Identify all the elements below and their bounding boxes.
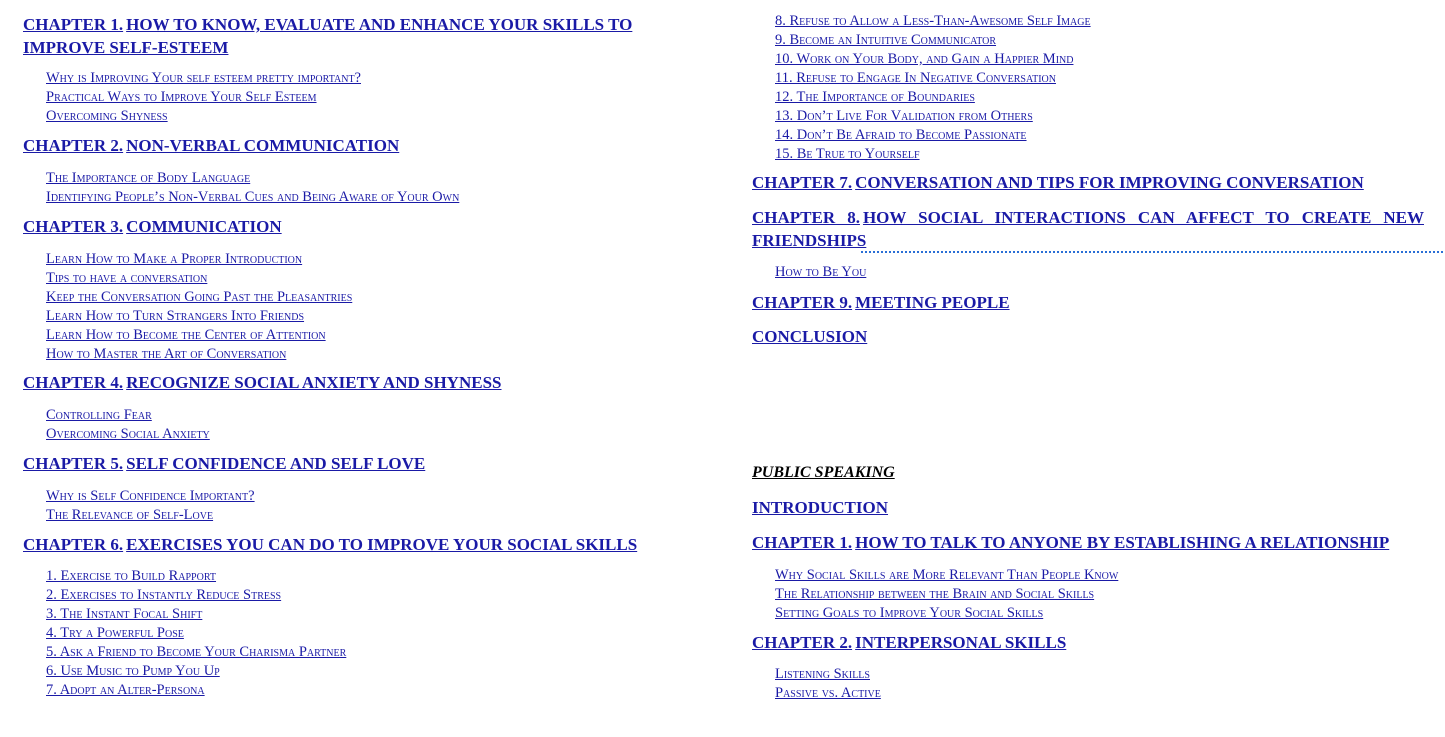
toc-entry[interactable]: Practical Ways to Improve Your Self Esteem xyxy=(46,89,317,105)
toc-entry[interactable]: How to Master the Art of Conversation xyxy=(46,346,287,362)
section-heading-public-speaking xyxy=(752,462,895,484)
toc-entry[interactable]: 10. Work on Your Body, and Gain a Happier Mind xyxy=(775,51,1074,67)
toc-entry[interactable]: Why is Improving Your self esteem pretty important? xyxy=(46,70,361,86)
chapter-7-link[interactable]: CHAPTER 7. CONVERSATION AND TIPS FOR IMPROVING CONVERSATION xyxy=(752,173,1364,192)
toc-entry[interactable]: Passive vs. Active xyxy=(775,685,881,701)
toc-entry[interactable]: Controlling Fear xyxy=(46,407,152,423)
toc-entry[interactable]: 11. Refuse to Engage In Negative Conversation xyxy=(775,70,1056,86)
toc-chapter-5 xyxy=(23,452,425,475)
chapter-2-link[interactable]: CHAPTER 2. NON-VERBAL COMMUNICATION xyxy=(23,136,400,155)
chapter-8-leader-dots xyxy=(861,243,1443,261)
ps-chapter-2-link[interactable]: CHAPTER 2. INTERPERSONAL SKILLS xyxy=(752,633,1067,652)
toc-entry[interactable]: Keep the Conversation Going Past the Pleasantries xyxy=(46,289,353,305)
toc-entry[interactable]: The Relevance of Self-Love xyxy=(46,507,214,523)
toc-ps-chapter-1 xyxy=(752,531,1389,554)
toc-conclusion xyxy=(752,325,867,348)
section-title: PUBLIC SPEAKING xyxy=(752,464,895,481)
toc-entry[interactable]: 1. Exercise to Build Rapport xyxy=(46,568,217,584)
toc-chapter-3 xyxy=(23,215,282,238)
toc-entry[interactable]: 13. Don’t Live For Validation from Others xyxy=(775,108,1033,124)
toc-entry[interactable]: 15. Be True to Yourself xyxy=(775,146,920,162)
toc-entry[interactable]: 14. Don’t Be Afraid to Become Passionate xyxy=(775,127,1027,143)
toc-entry[interactable]: Learn How to Turn Strangers Into Friends xyxy=(46,308,305,324)
toc-entry[interactable]: Listening Skills xyxy=(775,666,870,682)
toc-entry[interactable]: 2. Exercises to Instantly Reduce Stress xyxy=(46,587,282,603)
toc-chapter-6 xyxy=(23,533,637,556)
chapter-8-link[interactable]: CHAPTER 8. HOW SOCIAL INTERACTIONS CAN AFFECT TO CREATE NEW FRIENDSHIPS xyxy=(752,208,1424,250)
toc-entry[interactable]: Learn How to Make a Proper Introduction xyxy=(46,251,303,267)
toc-entry[interactable]: 5. Ask a Friend to Become Your Charisma Partner xyxy=(46,644,347,660)
toc-entry[interactable]: Why is Self Confidence Important? xyxy=(46,488,255,504)
introduction-link[interactable]: INTRODUCTION xyxy=(752,498,889,517)
toc-chapter-9 xyxy=(752,291,1010,314)
chapter-2-sublist xyxy=(23,169,459,207)
toc-entry[interactable]: Why Social Skills are More Relevant Than People Know xyxy=(775,567,1119,583)
toc-entry[interactable]: 3. The Instant Focal Shift xyxy=(46,606,203,622)
toc-entry[interactable]: Overcoming Shyness xyxy=(46,108,168,124)
toc-entry[interactable]: 4. Try a Powerful Pose xyxy=(46,625,184,641)
conclusion-link[interactable]: CONCLUSION xyxy=(752,327,868,346)
toc-chapter-7 xyxy=(752,171,1364,194)
ps-chapter-1-sublist xyxy=(752,566,1118,623)
toc-chapter-1 xyxy=(23,13,713,59)
chapter-1-sublist xyxy=(23,69,361,126)
toc-entry[interactable]: The Importance of Body Language xyxy=(46,170,251,186)
chapter-5-link[interactable]: CHAPTER 5. SELF CONFIDENCE AND SELF LOVE xyxy=(23,454,426,473)
toc-ps-chapter-2 xyxy=(752,631,1066,654)
toc-entry[interactable]: The Relationship between the Brain and Social Skills xyxy=(775,586,1095,602)
toc-chapter-4 xyxy=(23,371,502,394)
toc-entry[interactable]: Tips to have a conversation xyxy=(46,270,208,286)
toc-entry[interactable]: Identifying People’s Non-Verbal Cues and Being Aware of Your Own xyxy=(46,189,460,205)
toc-chapter-2 xyxy=(23,134,399,157)
toc-entry[interactable]: 7. Adopt an Alter-Persona xyxy=(46,682,205,698)
chapter-3-sublist xyxy=(23,250,352,364)
chapter-1-link[interactable]: CHAPTER 1. HOW TO KNOW, EVALUATE AND ENHANCE YOUR SKILLS TO IMPROVE SELF-ESTEEM xyxy=(23,15,633,57)
chapter-5-sublist xyxy=(23,487,255,525)
toc-entry[interactable]: 8. Refuse to Allow a Less-Than-Awesome Self Image xyxy=(775,13,1091,29)
toc-entry[interactable]: 6. Use Music to Pump You Up xyxy=(46,663,220,679)
chapter-6-sublist-continued xyxy=(752,12,1091,164)
toc-entry[interactable]: Overcoming Social Anxiety xyxy=(46,426,210,442)
chapter-8-sublist xyxy=(752,263,866,282)
chapter-3-link[interactable]: CHAPTER 3. COMMUNICATION xyxy=(23,217,282,236)
chapter-6-sublist xyxy=(23,567,346,700)
toc-entry[interactable]: 12. The Importance of Boundaries xyxy=(775,89,975,105)
chapter-6-link[interactable]: CHAPTER 6. EXERCISES YOU CAN DO TO IMPROVE YOUR SOCIAL SKILLS xyxy=(23,535,638,554)
chapter-9-link[interactable]: CHAPTER 9. MEETING PEOPLE xyxy=(752,293,1010,312)
toc-entry[interactable]: 9. Become an Intuitive Communicator xyxy=(775,32,997,48)
chapter-4-sublist xyxy=(23,406,210,444)
toc-entry[interactable]: How to Be You xyxy=(775,264,867,280)
chapter-4-link[interactable]: CHAPTER 4. RECOGNIZE SOCIAL ANXIETY AND SHYNESS xyxy=(23,373,502,392)
ps-chapter-2-sublist xyxy=(752,665,881,703)
toc-introduction xyxy=(752,496,888,519)
toc-entry[interactable]: Setting Goals to Improve Your Social Skills xyxy=(775,605,1044,621)
toc-entry[interactable]: Learn How to Become the Center of Attention xyxy=(46,327,326,343)
ps-chapter-1-link[interactable]: CHAPTER 1. HOW TO TALK TO ANYONE BY ESTABLISHING A RELATIONSHIP xyxy=(752,533,1390,552)
